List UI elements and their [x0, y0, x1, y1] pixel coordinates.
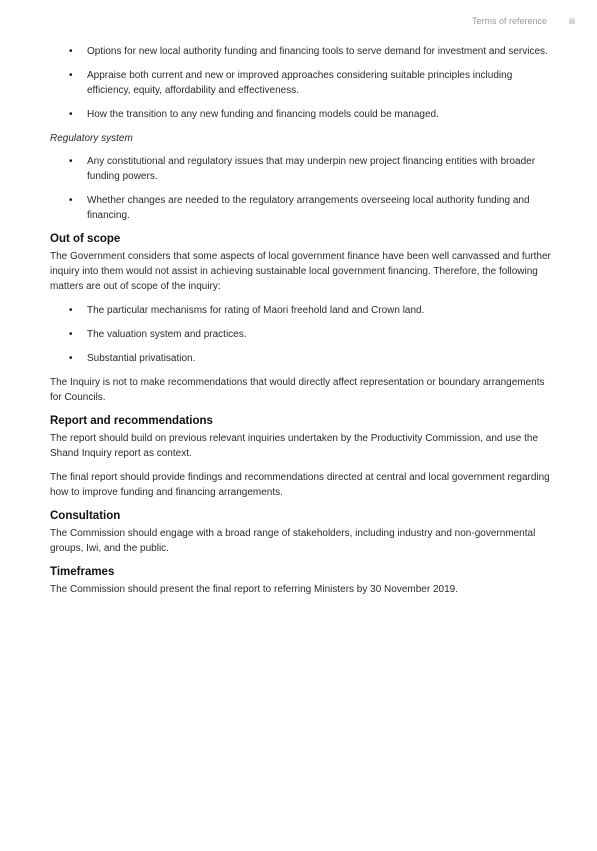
list-item-text: Whether changes are needed to the regulatory arrangements overseeing local authority funding and financing. [87, 195, 530, 221]
page-body [50, 44, 556, 606]
report-paragraph-2: The final report should provide findings and recommendations directed at central and local government regarding how to improve funding and financing arrangements. [50, 472, 550, 498]
bullet-icon: • [69, 46, 73, 57]
bullet-icon: • [69, 156, 73, 167]
bullet-list-out-of-scope [50, 303, 556, 366]
bullet-list-top [50, 44, 556, 122]
bullet-icon: • [69, 195, 73, 206]
bullet-icon: • [69, 109, 73, 120]
timeframes-paragraph: The Commission should present the final report to referring Ministers by 30 November 2019. [50, 584, 458, 595]
list-item [50, 351, 556, 366]
list-item [50, 107, 556, 122]
out-of-scope-closing: The Inquiry is not to make recommendations that would directly affect representation or boundary arrangements for Councils. [50, 377, 545, 403]
heading-timeframes: Timeframes [50, 566, 115, 578]
list-item [50, 68, 556, 98]
subheading-regulatory-system: Regulatory system [50, 133, 133, 144]
bullet-list-regulatory [50, 154, 556, 223]
bullet-icon: • [69, 353, 73, 364]
list-item-text: The valuation system and practices. [87, 329, 247, 340]
list-item-text: The particular mechanisms for rating of Maori freehold land and Crown land. [87, 305, 425, 316]
list-item-text: Any constitutional and regulatory issues that may underpin new project financing entities with broader funding powers. [87, 156, 536, 182]
page-number: iii [569, 16, 575, 26]
bullet-icon: • [69, 329, 73, 340]
list-item-text: How the transition to any new funding and financing models could be managed. [87, 109, 439, 120]
list-item [50, 193, 556, 223]
list-item [50, 327, 556, 342]
list-item-text: Substantial privatisation. [87, 353, 196, 364]
list-item [50, 303, 556, 318]
running-header [472, 16, 575, 26]
heading-out-of-scope: Out of scope [50, 233, 121, 245]
list-item-text: Appraise both current and new or improved approaches considering suitable principles including efficiency, equity, affordability and effectiveness. [87, 70, 513, 96]
report-paragraph-1: The report should build on previous relevant inquiries undertaken by the Productivity Commission, and use the Shand Inquiry report as context. [50, 433, 539, 459]
heading-report-and-recommendations: Report and recommendations [50, 415, 213, 427]
header-section-title: Terms of reference [471, 16, 547, 26]
heading-consultation: Consultation [50, 510, 121, 522]
list-item [50, 44, 556, 59]
out-of-scope-intro: The Government considers that some aspects of local government finance have been well canvassed and further inquiry into them would not assist in achieving sustainable local government financing. Therefore, the following matters are out of scope of the inquiry: [50, 251, 551, 292]
list-item [50, 154, 556, 184]
bullet-icon: • [69, 305, 73, 316]
list-item-text: Options for new local authority funding and financing tools to serve demand for investment and services. [87, 46, 548, 57]
consultation-paragraph: The Commission should engage with a broad range of stakeholders, including industry and non-governmental groups, Iwi, and the public. [50, 528, 536, 554]
bullet-icon: • [69, 70, 73, 81]
